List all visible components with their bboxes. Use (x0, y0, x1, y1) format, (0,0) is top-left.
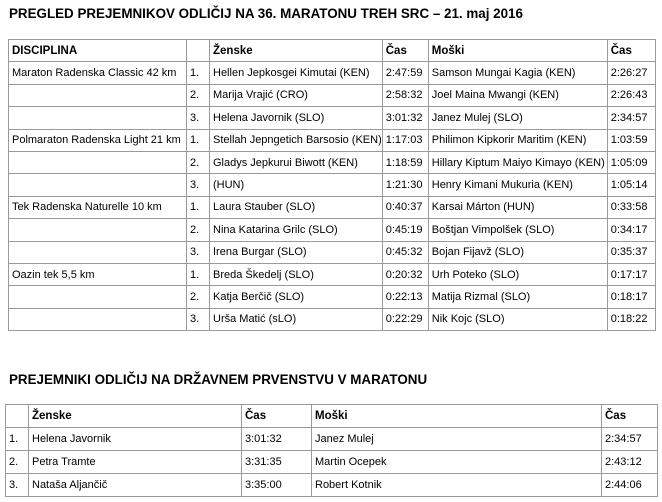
header-cell (6, 405, 29, 428)
table-row (9, 62, 656, 84)
table-cell: 3. (187, 241, 210, 263)
table-cell: 1:05:09 (607, 151, 655, 173)
table-cell: 0:18:17 (607, 286, 655, 308)
table-cell: 3:01:32 (382, 107, 428, 129)
table-row (9, 107, 656, 129)
table-cell: 1:21:30 (382, 174, 428, 196)
table-cell: Boštjan Vimpolšek (SLO) (428, 219, 607, 241)
table-cell: Janez Mulej (SLO) (428, 107, 607, 129)
table-cell: Marija Vrajić (CRO) (210, 84, 383, 106)
header-cell: Moški (312, 405, 602, 428)
championship-table (5, 404, 658, 497)
table-cell: Martin Ocepek (312, 451, 602, 474)
table-header-row (6, 405, 658, 428)
table-cell: 2. (6, 451, 29, 474)
table-cell: 2. (187, 286, 210, 308)
table-cell: Robert Kotnik (312, 474, 602, 497)
table-cell: Nik Kojc (SLO) (428, 308, 607, 330)
table-row (9, 308, 656, 330)
table-cell: 1:05:14 (607, 174, 655, 196)
table-cell: Katja Berčič (SLO) (210, 286, 383, 308)
table-row (9, 151, 656, 173)
table-cell: 1. (187, 129, 210, 151)
page-title: PREGLED PREJEMNIKOV ODLIČIJ NA 36. MARATONU TREH SRC – 21. maj 2016 (9, 6, 523, 21)
table-cell: 1:17:03 (382, 129, 428, 151)
table-cell: Nina Katarina Grilc (SLO) (210, 219, 383, 241)
table-cell: 2. (187, 219, 210, 241)
table-cell (9, 84, 187, 106)
main-results-table (8, 39, 656, 331)
table-cell: Laura Stauber (SLO) (210, 196, 383, 218)
table-cell: 3. (6, 474, 29, 497)
table-cell: 0:17:17 (607, 263, 655, 285)
table-cell: 3:01:32 (242, 428, 312, 451)
table-cell: 0:22:29 (382, 308, 428, 330)
table-cell (9, 241, 187, 263)
table-cell: Helena Javornik (SLO) (210, 107, 383, 129)
table-row (9, 241, 656, 263)
table-cell: Urh Poteko (SLO) (428, 263, 607, 285)
table-cell: 2:26:43 (607, 84, 655, 106)
table-cell: 2:43:12 (602, 451, 658, 474)
table-cell: 2:58:32 (382, 84, 428, 106)
table-cell: Henry Kimani Mukuria (KEN) (428, 174, 607, 196)
table-cell (9, 286, 187, 308)
table-cell: 3. (187, 308, 210, 330)
table-cell: 2:47:59 (382, 62, 428, 84)
table-row (6, 428, 658, 451)
table-cell: 1:03:59 (607, 129, 655, 151)
table-cell: Petra Tramte (29, 451, 242, 474)
table-cell: 2:34:57 (607, 107, 655, 129)
table-cell: 2:26:27 (607, 62, 655, 84)
table-cell: 0:45:32 (382, 241, 428, 263)
table-cell: Tek Radenska Naturelle 10 km (9, 196, 187, 218)
table-row (9, 129, 656, 151)
table-cell: 1. (187, 263, 210, 285)
table-cell: Bojan Fijavž (SLO) (428, 241, 607, 263)
header-cell: Ženske (210, 40, 383, 62)
header-cell: Ženske (29, 405, 242, 428)
table-row (9, 174, 656, 196)
table-cell: 1. (6, 428, 29, 451)
table-cell: 2:44:06 (602, 474, 658, 497)
table-cell: Urša Matić (sLO) (210, 308, 383, 330)
header-cell: Čas (382, 40, 428, 62)
table-cell: Nataša Aljančič (29, 474, 242, 497)
table-cell: Hillary Kiptum Maiyo Kimayo (KEN) (428, 151, 607, 173)
table-cell: Samson Mungai Kagia (KEN) (428, 62, 607, 84)
table-cell: Joel Maina Mwangi (KEN) (428, 84, 607, 106)
table-cell: 0:18:22 (607, 308, 655, 330)
table-cell: Breda Škedelj (SLO) (210, 263, 383, 285)
table-cell: 0:34:17 (607, 219, 655, 241)
table-cell: Oazin tek 5,5 km (9, 263, 187, 285)
table-row (9, 263, 656, 285)
section-title: PREJEMNIKI ODLIČIJ NA DRŽAVNEM PRVENSTVU V MARATONU (9, 372, 428, 387)
table-cell: Irena Burgar (SLO) (210, 241, 383, 263)
header-cell: Čas (242, 405, 312, 428)
table-cell (9, 174, 187, 196)
table-cell: Polmaraton Radenska Light 21 km (9, 129, 187, 151)
header-cell (187, 40, 210, 62)
table-row (9, 196, 656, 218)
table-cell: 3:35:00 (242, 474, 312, 497)
table-cell: Philimon Kipkorir Maritim (KEN) (428, 129, 607, 151)
table-cell: 3:31:35 (242, 451, 312, 474)
table-cell (9, 107, 187, 129)
table-cell: 1:18:59 (382, 151, 428, 173)
header-cell: Čas (602, 405, 658, 428)
table-cell: 0:40:37 (382, 196, 428, 218)
table-cell: Helena Javornik (29, 428, 242, 451)
table-row (9, 84, 656, 106)
header-cell: Moški (428, 40, 607, 62)
table-row (9, 286, 656, 308)
table-cell: Maraton Radenska Classic 42 km (9, 62, 187, 84)
table-header-row (9, 40, 656, 62)
table-cell: Gladys Jepkurui Biwott (KEN) (210, 151, 383, 173)
table-cell (9, 219, 187, 241)
table-cell: 2. (187, 151, 210, 173)
table-cell: 0:20:32 (382, 263, 428, 285)
table-cell: Karsai Márton (HUN) (428, 196, 607, 218)
table-cell: Stellah Jepngetich Barsosio (KEN) (210, 129, 383, 151)
table-cell: 2:34:57 (602, 428, 658, 451)
table-cell: 0:33:58 (607, 196, 655, 218)
header-cell: Čas (607, 40, 655, 62)
table-cell: (HUN) (210, 174, 383, 196)
table-cell: 3. (187, 107, 210, 129)
table-cell: 0:35:37 (607, 241, 655, 263)
table-cell: Hellen Jepkosgei Kimutai (KEN) (210, 62, 383, 84)
table-row (9, 219, 656, 241)
table-cell: Matija Rizmal (SLO) (428, 286, 607, 308)
table-cell: 2. (187, 84, 210, 106)
table-cell (9, 308, 187, 330)
table-row (6, 474, 658, 497)
table-cell (9, 151, 187, 173)
table-cell: 1. (187, 62, 210, 84)
table-cell: 0:22:13 (382, 286, 428, 308)
header-cell: DISCIPLINA (9, 40, 187, 62)
table-cell: 1. (187, 196, 210, 218)
table-cell: Janez Mulej (312, 428, 602, 451)
table-cell: 0:45:19 (382, 219, 428, 241)
table-row (6, 451, 658, 474)
table-cell: 3. (187, 174, 210, 196)
